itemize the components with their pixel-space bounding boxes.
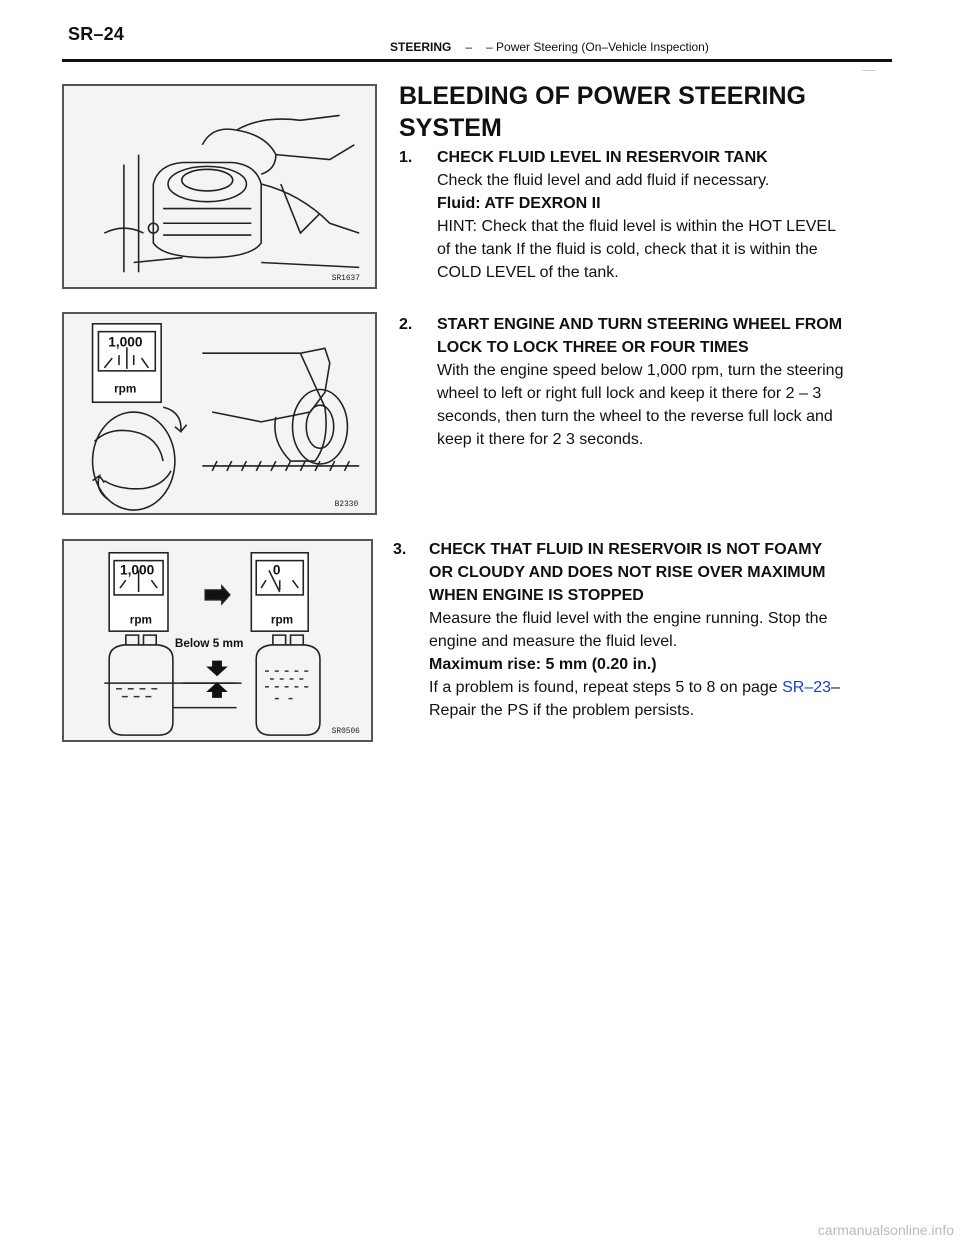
figure-fluid-rise: [62, 539, 373, 742]
step-text: seconds, then turn the wheel to the reverse full lock and: [437, 408, 833, 425]
step-2: [399, 313, 879, 453]
header-rule: [62, 59, 892, 62]
step-text: wheel to left or right full lock and keep it there for 2 – 3: [437, 385, 822, 402]
figure-code: SR1637: [331, 274, 360, 284]
gauge-unit: rpm: [114, 382, 137, 396]
page-number: SR–24: [68, 24, 125, 44]
step-text: keep it there for 2 3 seconds.: [437, 431, 644, 448]
step-spec: Fluid: ATF DEXRON II: [437, 195, 601, 212]
fluid-rise-illustration: [64, 541, 371, 740]
page-title: BLEEDING OF POWER STEERING SYSTEM: [399, 82, 806, 142]
running-header: [390, 40, 709, 54]
figure-code: B2330: [334, 500, 359, 510]
step-hint: of the tank If the fluid is cold, check that it is within the: [437, 241, 818, 258]
step-text: Repair the PS if the problem persists.: [429, 702, 695, 719]
figure-code: SR0506: [331, 727, 360, 737]
step-1: [399, 146, 879, 286]
step-heading: OR CLOUDY AND DOES NOT RISE OVER MAXIMUM: [429, 564, 826, 581]
step-heading: LOCK TO LOCK THREE OR FOUR TIMES: [437, 339, 749, 356]
header-separator: –: [465, 40, 473, 54]
subsection-name: – Power Steering (On–Vehicle Inspection): [486, 40, 709, 54]
figure-steering-lock: [62, 312, 377, 515]
step-number: 3.: [393, 541, 407, 558]
step-text-post: –: [831, 679, 840, 696]
step-heading: CHECK THAT FLUID IN RESERVOIR IS NOT FOAMY: [429, 541, 823, 558]
step-hint: HINT: Check that the fluid level is within the HOT LEVEL: [437, 218, 836, 235]
step-text: With the engine speed below 1,000 rpm, turn the steering: [437, 362, 844, 379]
step-hint: COLD LEVEL of the tank.: [437, 264, 619, 281]
watermark: carmanualsonline.info: [817, 1222, 954, 1238]
step-text: Measure the fluid level with the engine running. Stop the: [429, 610, 828, 627]
step-spec: Maximum rise: 5 mm (0.20 in.): [429, 656, 657, 673]
header-tick: [862, 70, 876, 71]
step-text: [429, 676, 879, 699]
step-text: Check the fluid level and add fluid if necessary.: [437, 172, 770, 189]
step-text: engine and measure the fluid level.: [429, 633, 678, 650]
step-3: [393, 538, 883, 718]
steering-illustration: [64, 314, 375, 513]
gauge-unit-stopped: rpm: [270, 613, 294, 627]
step-number: 2.: [399, 316, 413, 333]
gauge-value-stopped: 0: [272, 562, 281, 578]
step-heading: START ENGINE AND TURN STEERING WHEEL FROM: [437, 316, 843, 333]
step-heading: WHEN ENGINE IS STOPPED: [429, 587, 644, 604]
page-link-sr23[interactable]: SR–23: [782, 679, 832, 696]
step-heading: CHECK FLUID LEVEL IN RESERVOIR TANK: [437, 149, 768, 166]
rise-label: Below 5 mm: [174, 636, 244, 650]
step-text-pre: If a problem is found, repeat steps 5 to 8 on page: [429, 679, 783, 696]
section-name: STEERING: [390, 40, 452, 54]
gauge-unit-running: rpm: [129, 613, 152, 627]
gauge-value: 1,000: [108, 334, 143, 350]
figure-reservoir-tank: [62, 84, 377, 289]
step-number: 1.: [399, 149, 413, 166]
reservoir-illustration: [64, 86, 375, 287]
gauge-value-running: 1,000: [119, 562, 155, 578]
